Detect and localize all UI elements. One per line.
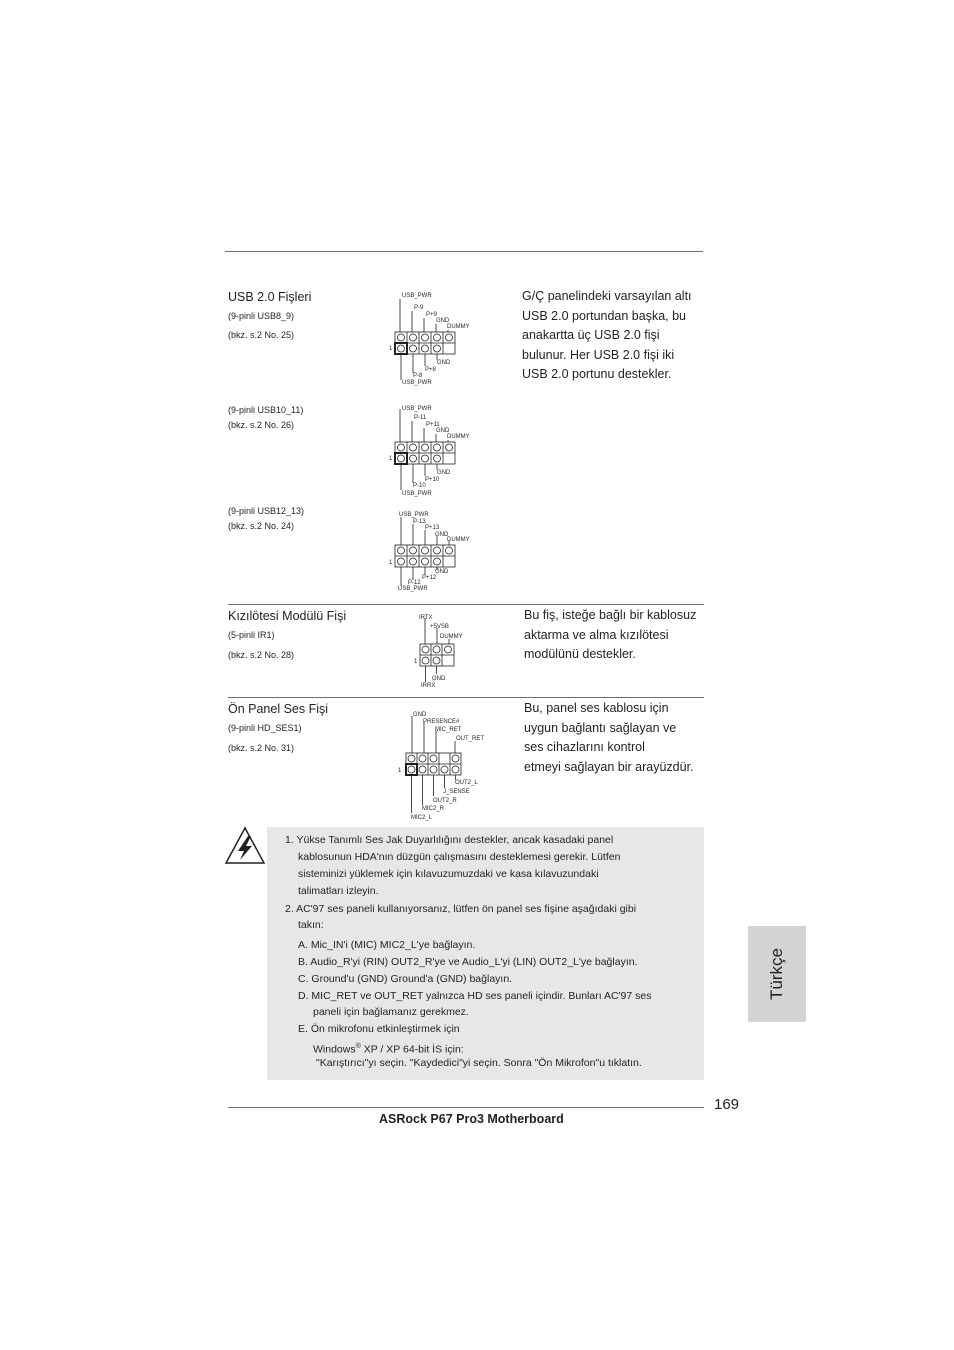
usb-pin-label: P+9	[426, 312, 437, 318]
note-2e-line: E. Ön mikrofonu etkinleştirmek için	[298, 1023, 460, 1035]
usb-pin-label: P+8	[425, 367, 436, 373]
ir-section-title: Kızılötesi Modülü Fişi	[228, 609, 347, 623]
note-2e-line: "Karıştırıcı"yı seçin. "Kaydedici"yi seçin. Sonra "Ön Mikrofon"u tıklatın.	[316, 1057, 642, 1069]
usb-pin-label: P-8	[413, 373, 423, 379]
usb-pin-label: USB_PWR	[402, 293, 432, 299]
audio-section-title: Ön Panel Ses Fişi	[228, 702, 329, 716]
audio-description-line: uygun bağlantı sağlayan ve	[524, 720, 677, 735]
language-tab-label: Türkçe	[767, 948, 786, 1000]
audio-pin-label: PRESENCE#	[423, 719, 460, 725]
ir-description-line: modülünü destekler.	[524, 647, 636, 661]
usb-description-line: anakartta üç USB 2.0 fişi	[522, 328, 660, 342]
section-divider	[228, 604, 704, 605]
usb12-13-pin-diagram	[385, 508, 495, 598]
audio-pin-label: MIC2_L	[411, 815, 433, 821]
usb-pin-label: P+13	[425, 525, 440, 531]
usb-description-line: USB 2.0 portundan başka, bu	[522, 308, 687, 323]
usb-header-2-model: (9-pinli USB10_11)	[228, 405, 304, 415]
note-2-line: 2. AC'97 ses paneli kullanıyorsanız, lütfen ön panel ses fişine aşağıdaki gibi	[285, 903, 637, 915]
usb-pin-label: P+11	[426, 422, 440, 428]
audio-pin-label: MIC2_R	[422, 806, 445, 812]
note-1-line: kablosunun HDA'nın düzgün çalışmasını desteklemesi gerekir. Lütfen	[298, 851, 621, 863]
pin-one-marker: 1	[389, 346, 393, 352]
ir-pin-label: +5VSB	[430, 624, 449, 630]
audio-pin-label: GND	[413, 712, 427, 718]
audio-description-line: ses cihazlarını kontrol	[524, 740, 645, 754]
usb-header-3-ref: (bkz. s.2 No. 24)	[228, 521, 295, 531]
usb-description-line: USB 2.0 portunu destekler.	[522, 367, 672, 381]
audio-description-line: Bu, panel ses kablosu için	[524, 701, 669, 715]
note-1-line: 1. Yükse Tanımlı Ses Jak Duyarlılığını destekler, ancak kasadaki panel	[285, 834, 614, 846]
audio-ref: (bkz. s.2 No. 31)	[228, 743, 295, 753]
note-2c: C. Ground'u (GND) Ground'a (GND) bağlayın.	[298, 973, 513, 985]
footer-rule	[228, 1107, 704, 1108]
usb-header-1-ref: (bkz. s.2 No. 25)	[228, 330, 295, 340]
usb-pin-label: P+12	[422, 575, 437, 581]
audio-pin-label: J_SENSE	[443, 789, 470, 795]
audio-description-line: etmeyi sağlayan bir arayüzdür.	[524, 759, 694, 774]
audio-pin-label: OUT_RET	[456, 736, 485, 742]
audio-description	[524, 699, 694, 777]
usb-pin-label: GND	[436, 318, 450, 324]
ir-pin-diagram	[410, 610, 490, 690]
usb-description-line: G/Ç panelindeki varsayılan altı	[522, 289, 692, 303]
audio-pin-label: OUT2_R	[433, 798, 457, 804]
ir-pin-label: GND	[432, 676, 446, 682]
usb-pin-label: P-13	[413, 519, 426, 525]
usb-pin-label: P-10	[413, 483, 426, 489]
pin-one-marker: 1	[414, 659, 418, 665]
note-2-line: takın:	[298, 919, 324, 931]
ir-pin-label: IRTX	[419, 615, 433, 621]
ir-description	[524, 606, 696, 665]
note-2d-line: paneli için bağlamanız gerekmez.	[313, 1006, 469, 1018]
usb-pin-label: P-9	[414, 305, 424, 311]
audio-pin-label: OUT2_L	[455, 780, 478, 786]
hd-audio-pin-diagram	[392, 708, 502, 824]
usb-description-line: bulunur. Her USB 2.0 fişi iki	[522, 347, 675, 362]
usb-pin-label: DUMMY	[447, 324, 470, 330]
note-1-line: talimatları izleyin.	[298, 885, 379, 897]
footer-product: ASRock P67 Pro3 Motherboard	[379, 1112, 564, 1126]
usb-header-3-model: (9-pinli USB12_13)	[228, 506, 305, 516]
usb-pin-label: P-11	[414, 415, 427, 421]
registered-mark: ®	[355, 1043, 361, 1050]
usb-pin-label: USB_PWR	[402, 406, 432, 412]
note-2d-line: D. MIC_RET ve OUT_RET yalnızca HD ses paneli içindir. Bunları AC'97 ses	[298, 990, 652, 1002]
usb-section-title: USB 2.0 Fişleri	[228, 290, 312, 304]
note-2b: B. Audio_R'yi (RIN) OUT2_R'ye ve Audio_L'yi (LIN) OUT2_L'ye bağlayın.	[298, 956, 638, 968]
usb-pin-label: P+10	[425, 477, 440, 483]
usb-pin-label: GND	[436, 428, 450, 434]
pin-one-marker: 1	[389, 456, 393, 462]
section-divider	[228, 697, 704, 698]
audio-pin-label: MIC_RET	[435, 727, 462, 733]
ir-description-line: aktarma ve alma kızılötesi	[524, 627, 669, 642]
note-2a: A. Mic_IN'i (MIC) MIC2_L'ye bağlayın.	[298, 939, 476, 951]
usb-pin-label: USB_PWR	[399, 512, 429, 518]
ir-ref: (bkz. s.2 No. 28)	[228, 650, 295, 660]
usb-header-1-model: (9-pinli USB8_9)	[228, 311, 295, 321]
usb-pin-label: DUMMY	[447, 537, 470, 543]
usb-pin-label: USB_PWR	[402, 380, 432, 386]
os-text: XP / XP 64-bit İS için:	[360, 1043, 464, 1056]
page-number: 169	[714, 1096, 740, 1113]
usb-pin-label: USB_PWR	[398, 586, 428, 592]
ir-pin-label: DUMMY	[440, 634, 463, 640]
ir-pin-label: IRRX	[421, 683, 436, 689]
note-1-line: sisteminizi yüklemek için kılavuzumuzdaki ve kasa kılavuzundaki	[298, 868, 599, 880]
usb10-11-pin-diagram	[385, 400, 495, 500]
usb8-9-pin-diagram	[385, 290, 495, 390]
usb-pin-label: DUMMY	[447, 434, 470, 440]
usb-pin-label: GND	[435, 532, 449, 538]
ir-model: (5-pinli IR1)	[228, 630, 275, 640]
pin-one-marker: 1	[389, 560, 393, 566]
pin-one-marker: 1	[398, 768, 402, 774]
language-tab	[748, 926, 806, 1022]
usb-header-2-ref: (bkz. s.2 No. 26)	[228, 420, 295, 430]
usb-pin-label: GND	[437, 360, 451, 366]
header-rule	[225, 251, 703, 252]
windows-text: Windows	[313, 1043, 356, 1056]
usb-pin-label: GND	[435, 569, 449, 575]
usb-pin-label: P-12	[408, 580, 421, 586]
ir-description-line: Bu fiş, isteğe bağlı bir kablosuz	[524, 608, 697, 622]
usb-pin-label: USB_PWR	[402, 491, 432, 497]
audio-model: (9-pinli HD_SES1)	[228, 723, 302, 733]
usb-pin-label: GND	[437, 470, 451, 476]
warning-icon	[224, 826, 266, 866]
usb-description	[522, 287, 692, 385]
